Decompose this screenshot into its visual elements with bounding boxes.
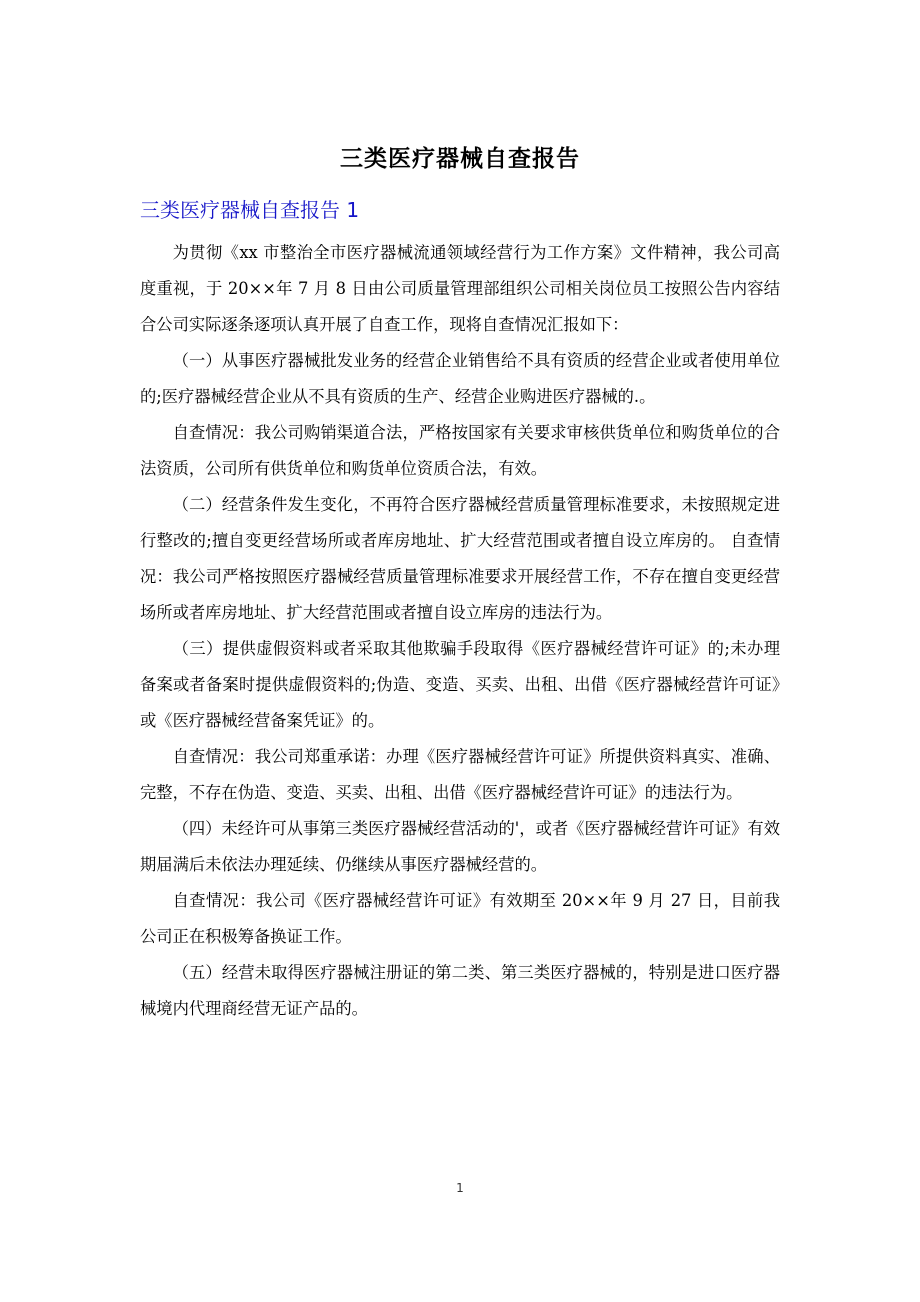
paragraph-item-1: （一）从事医疗器械批发业务的经营企业销售给不具有资质的经营企业或者使用单位的;医疗器械经营企业从不具有资质的生产、经营企业购进医疗器械的.。 — [140, 351, 780, 406]
section-heading: 三类医疗器械自查报告 1 — [140, 198, 360, 222]
paragraph-item-2: （二）经营条件发生变化，不再符合医疗器械经营质量管理标准要求，未按照规定进行整改的;擅自变更经营场所或者库房地址、扩大经营范围或者擅自设立库房的。 自查情况：我公司严格按照医疗器械经营质量管理标准要求开展经营工作，不存在擅自变更经营场所或者库房地址、扩大经营范围或者擅自设立库房的违法行为。 — [140, 495, 780, 622]
paragraph-item-5: （五）经营未取得医疗器械注册证的第二类、第三类医疗器械的，特别是进口医疗器械境内代理商经营无证产品的。 — [140, 963, 780, 1018]
document-body — [140, 235, 780, 1027]
paragraph-self-check-4: 自查情况：我公司《医疗器械经营许可证》有效期至 20××年 9 月 27 日，目前我公司正在积极筹备换证工作。 — [140, 891, 780, 946]
paragraph-self-check-1: 自查情况：我公司购销渠道合法，严格按国家有关要求审核供货单位和购货单位的合法资质，公司所有供货单位和购货单位资质合法，有效。 — [140, 423, 780, 478]
page-number: 1 — [456, 1181, 464, 1195]
paragraph-self-check-3: 自查情况：我公司郑重承诺：办理《医疗器械经营许可证》所提供资料真实、准确、完整，不存在伪造、变造、买卖、出租、出借《医疗器械经营许可证》的违法行为。 — [140, 747, 780, 802]
paragraph-intro: 为贯彻《xx 市整治全市医疗器械流通领域经营行为工作方案》文件精神，我公司高度重视，于 20××年 7 月 8 日由公司质量管理部组织公司相关岗位员工按照公告内容结合公司实际逐条逐项认真开展了自查工作，现将自查情况汇报如下： — [140, 243, 780, 334]
paragraph-item-3: （三）提供虚假资料或者采取其他欺骗手段取得《医疗器械经营许可证》的;未办理备案或者备案时提供虚假资料的;伪造、变造、买卖、出租、出借《医疗器械经营许可证》或《医疗器械经营备案凭证》的。 — [140, 639, 780, 730]
paragraph-item-4: （四）未经许可从事第三类医疗器械经营活动的'，或者《医疗器械经营许可证》有效期届满后未依法办理延续、仍继续从事医疗器械经营的。 — [140, 819, 780, 874]
document-title: 三类医疗器械自查报告 — [340, 146, 580, 172]
